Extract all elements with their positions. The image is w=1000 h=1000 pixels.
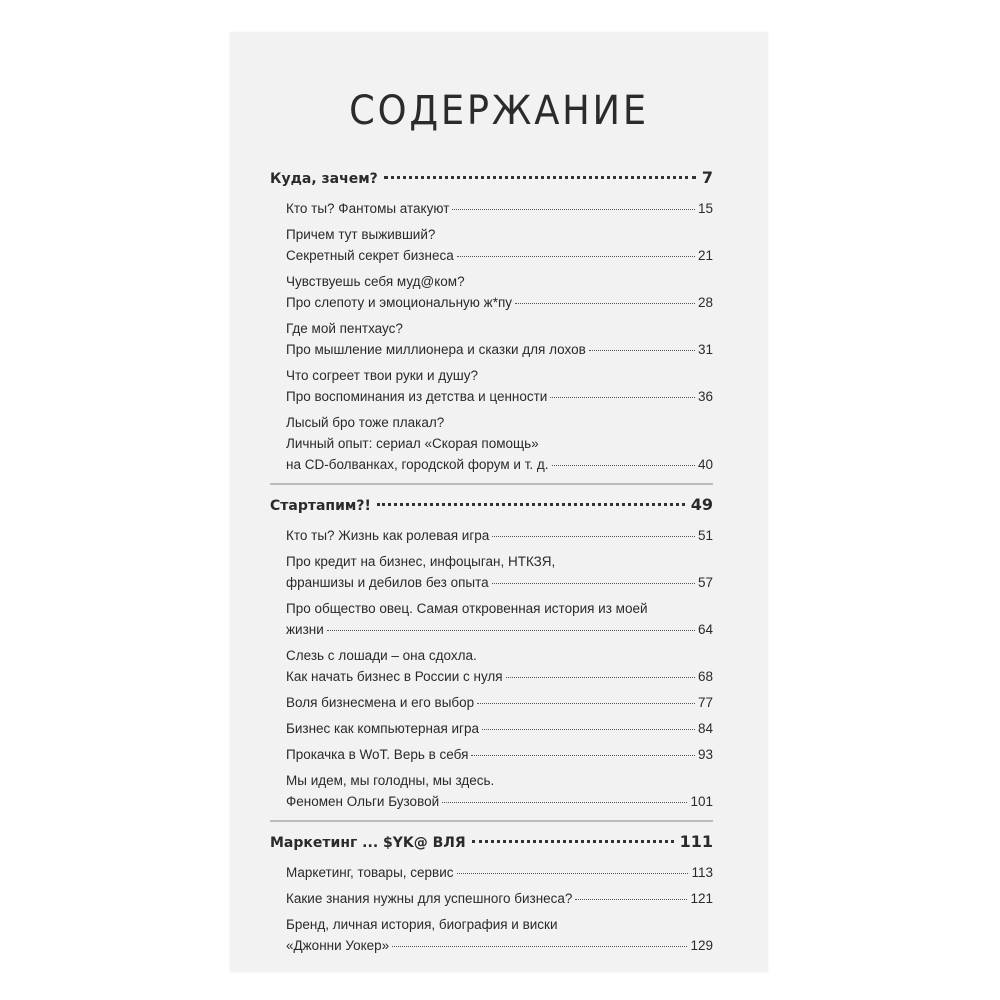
toc-entry: [286, 744, 713, 765]
entry-page-number: 68: [697, 669, 713, 684]
entry-last-line: [286, 666, 713, 687]
dot-leader: [392, 946, 687, 947]
entry-text-line: Кто ты? Жизнь как ролевая игра: [286, 528, 490, 543]
toc-entry: [286, 365, 713, 407]
entry-text-line: Как начать бизнес в России с нуля: [286, 669, 503, 684]
entry-last-line: [286, 888, 713, 909]
toc-entry: [286, 318, 713, 360]
entry-text-line: Бренд, личная история, биография и виски: [286, 917, 558, 932]
entry-last-line: [286, 198, 713, 219]
entry-text-line: Какие знания нужны для успешного бизнеса?: [286, 891, 573, 906]
toc-entry: [286, 645, 713, 687]
dot-leader: [550, 397, 695, 398]
section-title: Маркетинг ... $YK@ ВЛЯ: [270, 835, 466, 851]
dot-leader: [442, 802, 687, 803]
entry-text-line: Про мышление миллионера и сказки для лохов: [286, 342, 586, 357]
entry-last-line: [286, 935, 713, 956]
entry-text-line: Причем тут выживший?: [286, 227, 436, 242]
entry-text-line: «Джонни Уокер»: [286, 938, 390, 953]
entry-page-number: 101: [690, 794, 713, 809]
dot-leader: [492, 583, 695, 584]
entry-page-number: 121: [690, 891, 713, 906]
entry-text-line: Где мой пентхаус?: [286, 321, 403, 336]
entry-text-line: Личный опыт: сериал «Скорая помощь»: [286, 436, 539, 451]
dot-leader: [327, 630, 695, 631]
entry-text-line: Воля бизнесмена и его выбор: [286, 695, 475, 710]
entry-last-line: [286, 245, 713, 266]
dot-leader: [492, 536, 695, 537]
toc-entry: [286, 224, 713, 266]
section-heading: [270, 832, 713, 862]
table-of-contents: [270, 168, 713, 961]
entry-page-number: 93: [697, 747, 713, 762]
toc-entry: [286, 525, 713, 546]
entry-text-line: на CD-болванках, городской форум и т. д.: [286, 457, 549, 472]
toc-entry: [286, 551, 713, 593]
entry-text-line: Бизнес как компьютерная игра: [286, 721, 479, 736]
dot-leader: [472, 840, 674, 843]
entry-text-line: Что согреет твои руки и душу?: [286, 368, 478, 383]
entry-last-line: [286, 791, 713, 812]
dot-leader: [477, 703, 695, 704]
entry-last-line: [286, 572, 713, 593]
entry-text-line: Феномен Ольги Бузовой: [286, 794, 440, 809]
entry-page-number: 51: [697, 528, 713, 543]
entry-text-line: Прокачка в WoT. Верь в себя: [286, 747, 469, 762]
section-divider: [270, 483, 713, 485]
entry-page-number: 28: [697, 295, 713, 310]
toc-entry: [286, 888, 713, 909]
section-page-number: 7: [701, 168, 713, 187]
entry-page-number: 77: [697, 695, 713, 710]
section-title: Куда, зачем?: [270, 171, 378, 187]
entry-text-line: Про воспоминания из детства и ценности: [286, 389, 548, 404]
toc-entry: [286, 770, 713, 812]
entry-text-line: Про слепоту и эмоциональную ж*пу: [286, 295, 513, 310]
entry-text-line: франшизы и дебилов без опыта: [286, 575, 489, 590]
toc-entry: [286, 412, 713, 475]
section-heading: [270, 495, 713, 525]
entry-last-line: [286, 718, 713, 739]
entry-page-number: 57: [697, 575, 713, 590]
toc-section: [270, 168, 713, 475]
toc-entry: [286, 914, 713, 956]
entry-text-line: Кто ты? Фантомы атакуют: [286, 201, 450, 216]
dot-leader: [589, 350, 695, 351]
entry-last-line: [286, 744, 713, 765]
entry-page-number: 64: [697, 622, 713, 637]
entry-last-line: [286, 692, 713, 713]
entry-last-line: [286, 339, 713, 360]
entry-last-line: [286, 525, 713, 546]
toc-section: [270, 495, 713, 812]
entry-text-line: Про кредит на бизнес, инфоцыган, НТКЗЯ,: [286, 554, 556, 569]
entry-page-number: 31: [697, 342, 713, 357]
toc-entry: [286, 598, 713, 640]
toc-entry: [286, 718, 713, 739]
toc-entry: [286, 271, 713, 313]
toc-entry: [286, 198, 713, 219]
entry-text-line: Лысый бро тоже плакал?: [286, 415, 445, 430]
entry-text-line: Мы идем, мы голодны, мы здесь.: [286, 773, 495, 788]
section-page-number: 49: [690, 495, 713, 514]
dot-leader: [457, 873, 689, 874]
dot-leader: [482, 729, 695, 730]
dot-leader: [471, 755, 695, 756]
entry-page-number: 40: [697, 457, 713, 472]
entry-text-line: Про общество овец. Самая откровенная история из моей: [286, 601, 648, 616]
dot-leader: [506, 677, 695, 678]
entry-last-line: [286, 454, 713, 475]
entry-last-line: [286, 619, 713, 640]
dot-leader: [452, 209, 695, 210]
entry-last-line: [286, 292, 713, 313]
section-divider: [270, 820, 713, 822]
entry-page-number: 84: [697, 721, 713, 736]
entry-page-number: 36: [697, 389, 713, 404]
entry-text-line: жизни: [286, 622, 324, 637]
dot-leader: [515, 303, 695, 304]
section-page-number: 111: [679, 832, 713, 851]
dot-leader: [552, 465, 695, 466]
entry-text-line: Слезь с лошади – она сдохла.: [286, 648, 477, 663]
section-heading: [270, 168, 713, 198]
dot-leader: [575, 899, 687, 900]
dot-leader: [384, 176, 696, 179]
entry-page-number: 113: [691, 865, 713, 880]
dot-leader: [457, 256, 695, 257]
entry-page-number: 15: [697, 201, 713, 216]
entry-last-line: [286, 386, 713, 407]
dot-leader: [377, 503, 685, 506]
section-title: Стартапим?!: [270, 498, 371, 514]
toc-section: [270, 832, 713, 956]
page-title: СОДЕРЖАНИЕ: [349, 88, 649, 134]
entry-text-line: Маркетинг, товары, сервис: [286, 865, 454, 880]
entry-page-number: 21: [697, 248, 713, 263]
entry-text-line: Чувствуешь себя муд@ком?: [286, 274, 465, 289]
toc-entry: [286, 862, 713, 883]
entry-text-line: Секретный секрет бизнеса: [286, 248, 454, 263]
entry-page-number: 129: [690, 938, 713, 953]
book-page: [230, 32, 768, 972]
entry-last-line: [286, 862, 713, 883]
toc-entry: [286, 692, 713, 713]
